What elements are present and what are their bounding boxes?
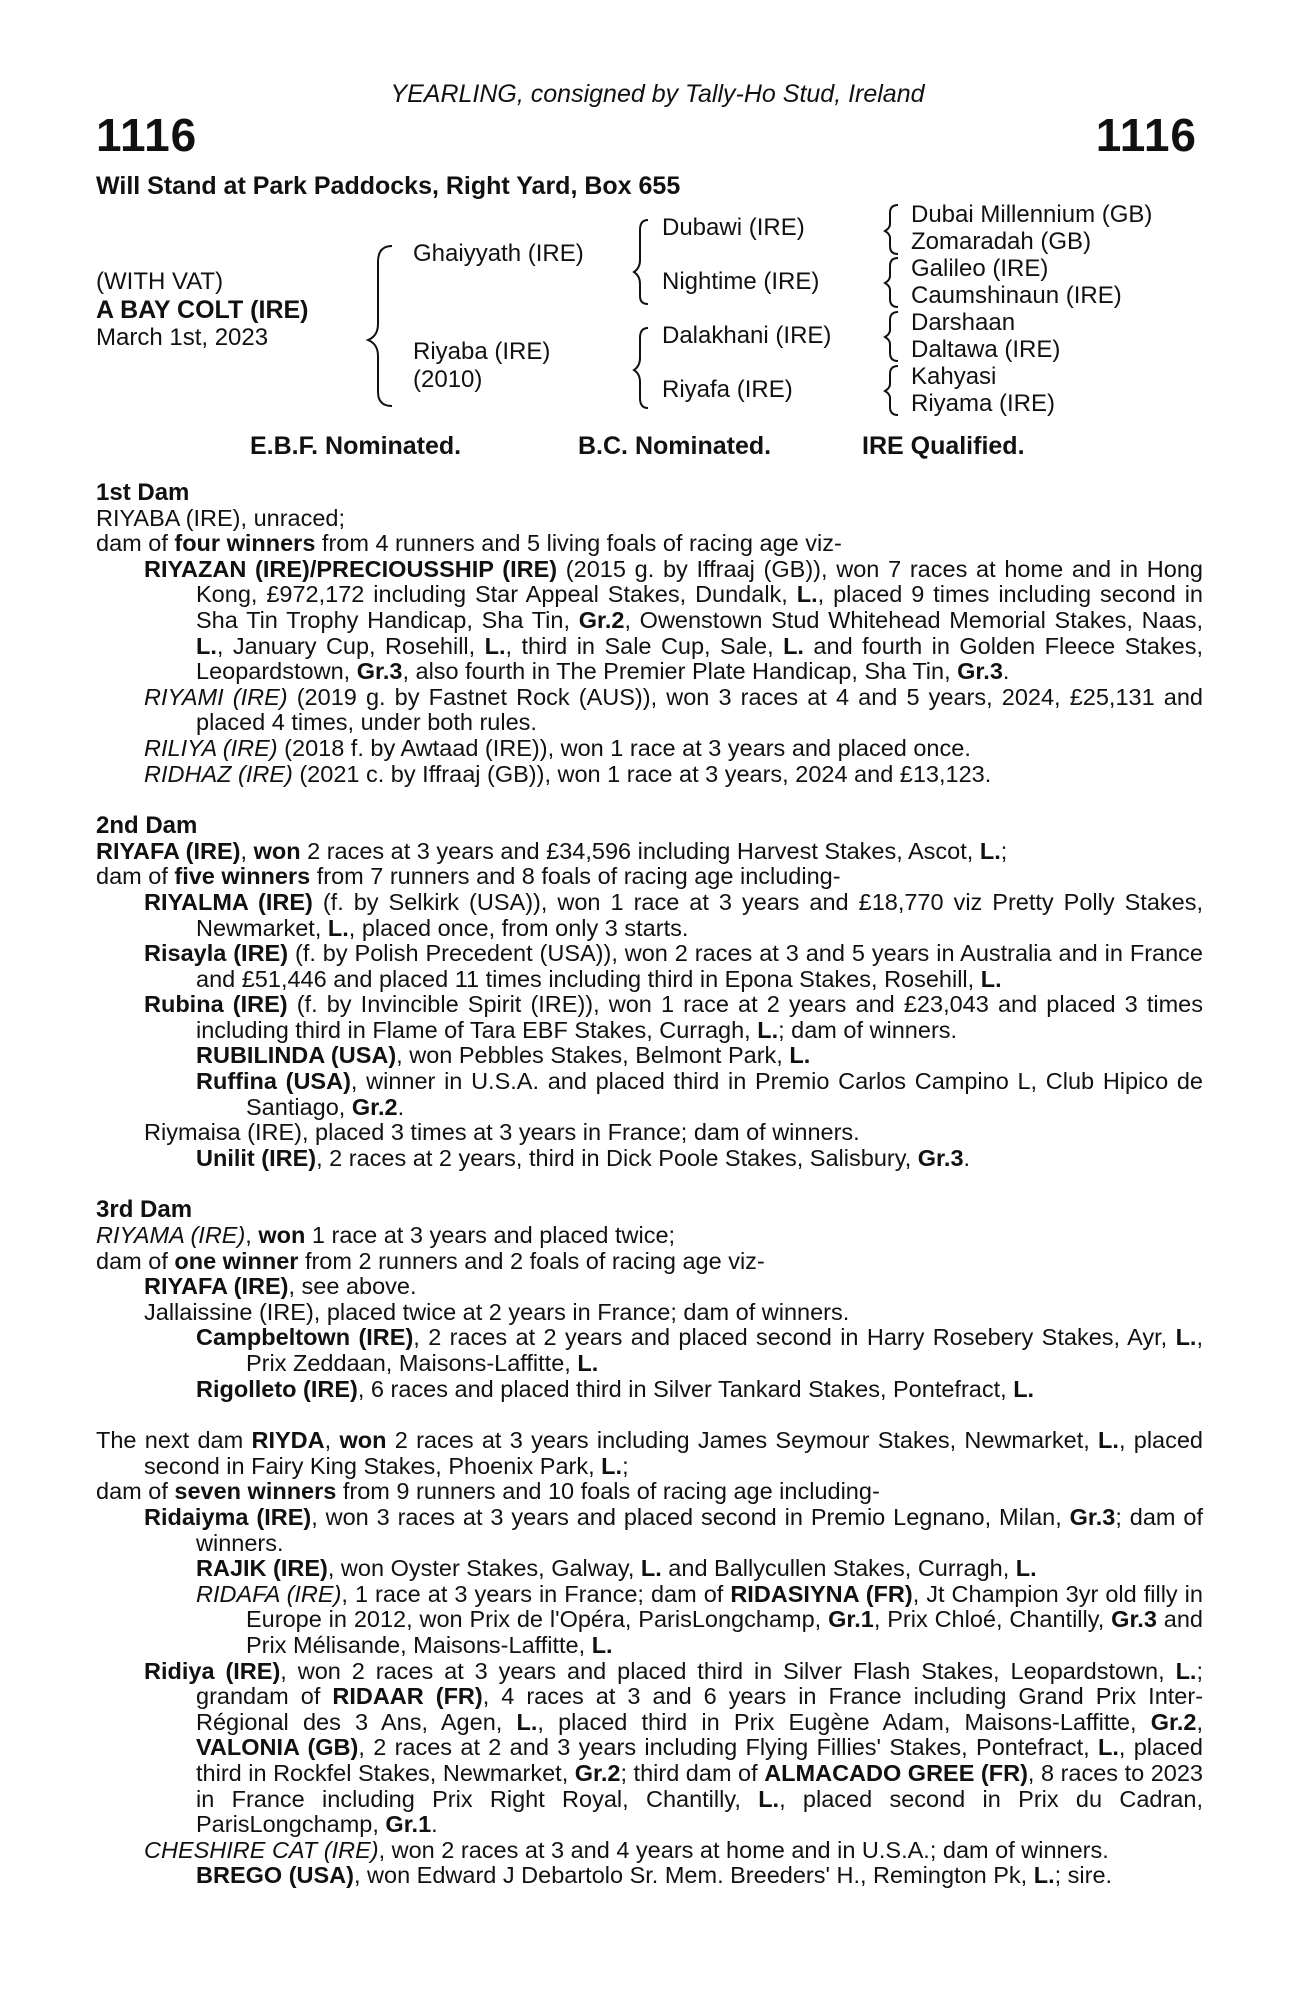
produce-entry-riliya: RILIYA (IRE) (2018 f. by Awtaad (IRE)), won 1 race at 3 years and placed once.: [144, 734, 971, 761]
gen3-4: Caumshinaun (IRE): [911, 282, 1122, 309]
dam-line: RIYABA (IRE), unraced;: [96, 504, 346, 531]
lot-number-left: 1116: [96, 109, 198, 161]
lot-horse-name: A BAY COLT (IRE): [96, 296, 309, 324]
ire-qualified: IRE Qualified.: [862, 432, 1025, 460]
grand-produce-rigolleto: Rigolleto (IRE), 6 races and placed third in Silver Tankard Stakes, Pontefract, L.: [196, 1375, 1035, 1402]
grand-produce-rubilinda: RUBILINDA (USA), won Pebbles Stakes, Belmont Park, L.: [196, 1042, 811, 1069]
grand-produce-rajik: RAJIK (IRE), won Oyster Stakes, Galway, L. and Ballycullen Stakes, Curragh, L.: [196, 1555, 1037, 1582]
vat-note: (WITH VAT): [96, 268, 224, 295]
dam-line: RIYAMA (IRE), won 1 race at 3 years and placed twice;: [96, 1222, 676, 1249]
section-next-dam: [96, 1428, 1203, 1889]
dam-sire: Dalakhani (IRE): [662, 322, 832, 349]
gen3-6: Daltawa (IRE): [911, 336, 1061, 363]
gen3-5: Darshaan: [911, 309, 1016, 336]
gen3-7: Kahyasi: [911, 363, 997, 390]
gen3-8: Riyama (IRE): [911, 390, 1056, 417]
grand-produce-ruffina: Ruffina (USA), winner in U.S.A. and placed third in Premio Carlos Campino L, Club Hipico de Santiago, Gr.2.: [196, 1068, 1203, 1120]
dam: Riyaba (IRE): [413, 338, 551, 365]
produce-summary: dam of five winners from 7 runners and 8 foals of racing age including-: [96, 863, 841, 890]
grand-produce-campbeltown: Campbeltown (IRE), 2 races at 2 years and placed second in Harry Rosebery Stakes, Ayr, L., Prix Zeddaan, Maisons-Laffitte, L.: [196, 1324, 1203, 1376]
section-heading: 3rd Dam: [96, 1196, 193, 1224]
gen3-1: Dubai Millennium (GB): [911, 201, 1153, 228]
produce-entry-risayla: Risayla (IRE) (f. by Polish Precedent (USA)), won 2 races at 3 and 5 years in Australia and in France and £51,446 and placed 11 times including third in Epona Stakes, Rosehill, L.: [144, 940, 1203, 992]
produce-entry-riyafa: RIYAFA (IRE), see above.: [144, 1273, 417, 1300]
produce-entry-riyazan: RIYAZAN (IRE)/PRECIOUSSHIP (IRE) (2015 g. by Iffraaj (GB)), won 7 races at home and in Hong Kong, £972,172 including Star Appeal Stakes, Dundalk, L., placed 9 times including second in Sha Tin Trophy Handicap, Sha Tin, Gr.2, Owenstown Stud Whitehead Memorial Stakes, Naas, L., January Cup, Rosehill, L., third in Sale Cup, Sale, L. and fourth in Golden Fleece Stakes, Leopardstown, Gr.3, also fourth in The Premier Plate Handicap, Sha Tin, Gr.3.: [144, 555, 1204, 685]
sire-dam: Nightime (IRE): [662, 268, 820, 295]
dam-dam: Riyafa (IRE): [662, 376, 793, 403]
stabling-location: Will Stand at Park Paddocks, Right Yard, Box 655: [96, 172, 681, 200]
produce-summary: dam of seven winners from 9 runners and 10 foals of racing age including-: [96, 1478, 880, 1505]
produce-entry-jallaissine: Jallaissine (IRE), placed twice at 2 years in France; dam of winners.: [144, 1298, 850, 1325]
section-heading: 1st Dam: [96, 479, 190, 506]
section-heading: 2nd Dam: [96, 812, 198, 840]
sire-sire: Dubawi (IRE): [662, 214, 805, 241]
produce-entry-riyalma: RIYALMA (IRE) (f. by Selkirk (USA)), won 1 race at 3 years and £18,770 viz Pretty Polly Stakes, Newmarket, L., placed once, from only 3 starts.: [144, 888, 1203, 941]
family-details: [96, 480, 1203, 1889]
produce-summary: dam of one winner from 2 runners and 2 foals of racing age viz-: [96, 1247, 765, 1274]
produce-entry-ridaiyma: Ridaiyma (IRE), won 3 races at 3 years and placed second in Premio Legnano, Milan, Gr.3; dam of winners.: [144, 1503, 1203, 1556]
section-2nd-dam: [96, 813, 1203, 1171]
produce-entry-rubina: Rubina (IRE) (f. by Invincible Spirit (IRE)), won 1 race at 2 years and £23,043 and placed 3 times including third in Flame of Tara EBF Stakes, Curragh, L.; dam of winners.: [144, 991, 1203, 1043]
dam-year: (2010): [413, 366, 483, 393]
bc-nominated: B.C. Nominated.: [578, 432, 772, 460]
dam-line: The next dam RIYDA, won 2 races at 3 years including James Seymour Stakes, Newmarket, L., placed second in Fairy King Stakes, Phoenix Park, L.;: [96, 1427, 1204, 1479]
grand-produce-ridafa: RIDAFA (IRE), 1 race at 3 years in France; dam of RIDASIYNA (FR), Jt Champion 3yr old filly in Europe in 2012, won Prix de l'Opéra, ParisLongchamp, Gr.1, Prix Chloé, Chantilly, Gr.3 and Prix Mélisande, Maisons-Laffitte, L.: [196, 1580, 1203, 1658]
section-3rd-dam: [96, 1197, 1203, 1402]
dam-line: RIYAFA (IRE), won 2 races at 3 years and £34,596 including Harvest Stakes, Ascot, L.;: [96, 837, 1008, 864]
gen3-2: Zomaradah (GB): [911, 228, 1092, 255]
lot-number-right: 1116: [1095, 109, 1197, 161]
produce-entry-ridiya: Ridiya (IRE), won 2 races at 3 years and placed third in Silver Flash Stakes, Leopardstown, L.; grandam of RIDAAR (FR), 4 races at 3 and 6 years in France including Grand Prix Inter-Régional des 3 Ans, Agen, L., placed third in Prix Eugène Adam, Maisons-Laffitte, Gr.2, VALONIA (GB), 2 races at 2 and 3 years including Flying Fillies' Stakes, Pontefract, L., placed third in Rockfel Stakes, Newmarket, Gr.2; third dam of ALMACADO GREE (FR), 8 races to 2023 in France including Prix Right Royal, Chantilly, L., placed second in Prix du Cadran, ParisLongchamp, Gr.1.: [144, 1657, 1204, 1838]
produce-summary: dam of four winners from 4 runners and 5 living foals of racing age viz-: [96, 530, 842, 557]
produce-entry-ridhaz: RIDHAZ (IRE) (2021 c. by Iffraaj (GB)), won 1 race at 3 years, 2024 and £13,123.: [144, 760, 992, 787]
produce-entry-riymaisa: Riymaisa (IRE), placed 3 times at 3 years in France; dam of winners.: [144, 1119, 860, 1146]
produce-entry-cheshire-cat: CHESHIRE CAT (IRE), won 2 races at 3 and 4 years at home and in U.S.A.; dam of winners.: [144, 1836, 1109, 1863]
gen3-3: Galileo (IRE): [911, 255, 1049, 282]
foaling-date: March 1st, 2023: [96, 324, 269, 351]
produce-entry-riyami: RIYAMI (IRE) (2019 g. by Fastnet Rock (AUS)), won 3 races at 4 and 5 years, 2024, £25,131 and placed 4 times, under both rules.: [144, 683, 1203, 736]
consignor-line: YEARLING, consigned by Tally-Ho Stud, Ireland: [390, 80, 925, 108]
ebf-nominated: E.B.F. Nominated.: [250, 432, 462, 460]
sire: Ghaiyyath (IRE): [413, 240, 584, 267]
grand-produce-unilit: Unilit (IRE), 2 races at 2 years, third in Dick Poole Stakes, Salisbury, Gr.3.: [196, 1144, 971, 1171]
section-1st-dam: [96, 480, 1203, 787]
grand-produce-brego: BREGO (USA), won Edward J Debartolo Sr. Mem. Breeders' H., Remington Pk, L.; sire.: [196, 1862, 1113, 1889]
